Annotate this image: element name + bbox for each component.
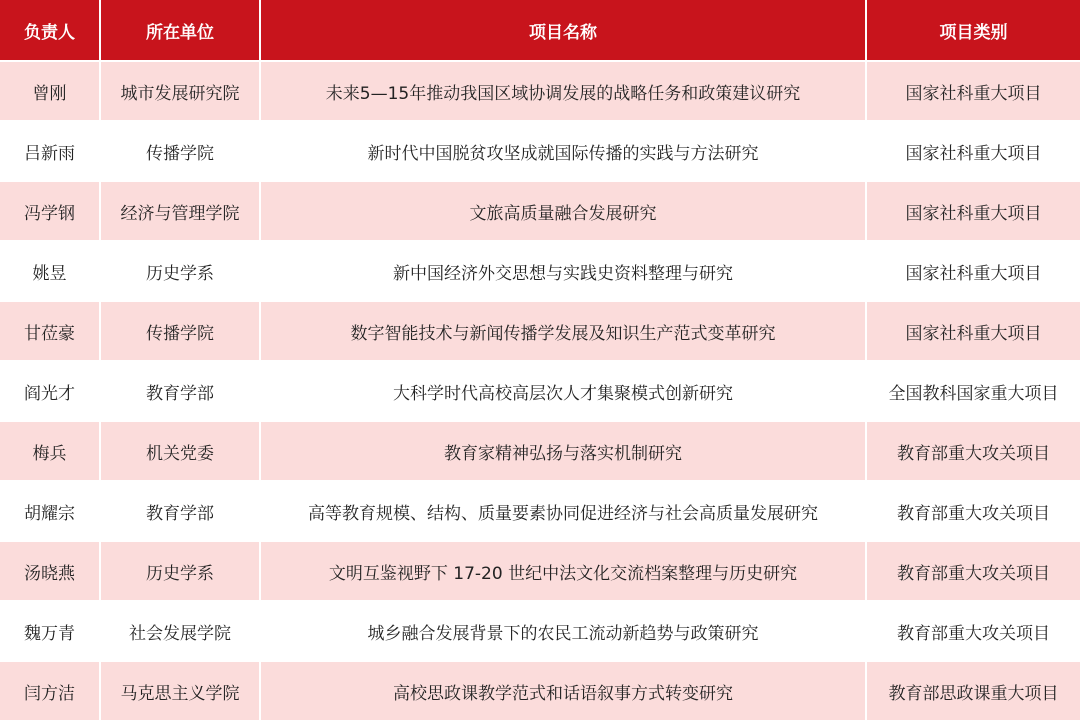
table-row xyxy=(0,481,1080,541)
cell-unit: 机关党委 xyxy=(100,421,260,481)
cell-project-name: 新时代中国脱贫攻坚成就国际传播的实践与方法研究 xyxy=(260,121,866,181)
cell-unit: 城市发展研究院 xyxy=(100,61,260,121)
cell-person: 阎光才 xyxy=(0,361,100,421)
cell-unit: 传播学院 xyxy=(100,301,260,361)
cell-project-name: 教育家精神弘扬与落实机制研究 xyxy=(260,421,866,481)
table-row xyxy=(0,241,1080,301)
table-row xyxy=(0,121,1080,181)
cell-project-type: 教育部重大攻关项目 xyxy=(866,601,1080,661)
cell-project-type: 国家社科重大项目 xyxy=(866,181,1080,241)
table-row xyxy=(0,301,1080,361)
cell-unit: 历史学系 xyxy=(100,241,260,301)
header-unit: 所在单位 xyxy=(100,0,260,61)
cell-person: 冯学钢 xyxy=(0,181,100,241)
cell-unit: 教育学部 xyxy=(100,361,260,421)
header-project-name: 项目名称 xyxy=(260,0,866,61)
cell-project-name: 大科学时代高校高层次人才集聚模式创新研究 xyxy=(260,361,866,421)
cell-unit: 经济与管理学院 xyxy=(100,181,260,241)
cell-person: 梅兵 xyxy=(0,421,100,481)
cell-unit: 社会发展学院 xyxy=(100,601,260,661)
table-body xyxy=(0,61,1080,721)
cell-project-name: 文明互鉴视野下 17-20 世纪中法文化交流档案整理与历史研究 xyxy=(260,541,866,601)
table-row xyxy=(0,421,1080,481)
cell-unit: 教育学部 xyxy=(100,481,260,541)
cell-person: 胡耀宗 xyxy=(0,481,100,541)
cell-project-type: 国家社科重大项目 xyxy=(866,301,1080,361)
cell-project-name: 高等教育规模、结构、质量要素协同促进经济与社会高质量发展研究 xyxy=(260,481,866,541)
header-person: 负责人 xyxy=(0,0,100,61)
cell-person: 吕新雨 xyxy=(0,121,100,181)
cell-project-type: 教育部重大攻关项目 xyxy=(866,481,1080,541)
table-row xyxy=(0,61,1080,121)
table-row xyxy=(0,601,1080,661)
cell-person: 曾刚 xyxy=(0,61,100,121)
table-row xyxy=(0,181,1080,241)
table-row xyxy=(0,661,1080,721)
cell-unit: 历史学系 xyxy=(100,541,260,601)
cell-project-type: 国家社科重大项目 xyxy=(866,61,1080,121)
header-project-type: 项目类别 xyxy=(866,0,1080,61)
cell-project-type: 国家社科重大项目 xyxy=(866,241,1080,301)
table-row xyxy=(0,541,1080,601)
cell-project-name: 新中国经济外交思想与实践史资料整理与研究 xyxy=(260,241,866,301)
cell-project-type: 全国教科国家重大项目 xyxy=(866,361,1080,421)
cell-unit: 马克思主义学院 xyxy=(100,661,260,721)
table-header xyxy=(0,0,1080,61)
cell-project-name: 未来5—15年推动我国区域协调发展的战略任务和政策建议研究 xyxy=(260,61,866,121)
cell-project-type: 教育部思政课重大项目 xyxy=(866,661,1080,721)
cell-person: 汤晓燕 xyxy=(0,541,100,601)
cell-person: 甘莅豪 xyxy=(0,301,100,361)
cell-project-name: 城乡融合发展背景下的农民工流动新趋势与政策研究 xyxy=(260,601,866,661)
cell-project-name: 高校思政课教学范式和话语叙事方式转变研究 xyxy=(260,661,866,721)
table-row xyxy=(0,361,1080,421)
cell-person: 闫方洁 xyxy=(0,661,100,721)
cell-project-type: 教育部重大攻关项目 xyxy=(866,421,1080,481)
cell-person: 魏万青 xyxy=(0,601,100,661)
cell-project-type: 教育部重大攻关项目 xyxy=(866,541,1080,601)
header-row xyxy=(0,0,1080,61)
cell-unit: 传播学院 xyxy=(100,121,260,181)
cell-project-type: 国家社科重大项目 xyxy=(866,121,1080,181)
cell-project-name: 文旅高质量融合发展研究 xyxy=(260,181,866,241)
cell-project-name: 数字智能技术与新闻传播学发展及知识生产范式变革研究 xyxy=(260,301,866,361)
cell-person: 姚昱 xyxy=(0,241,100,301)
